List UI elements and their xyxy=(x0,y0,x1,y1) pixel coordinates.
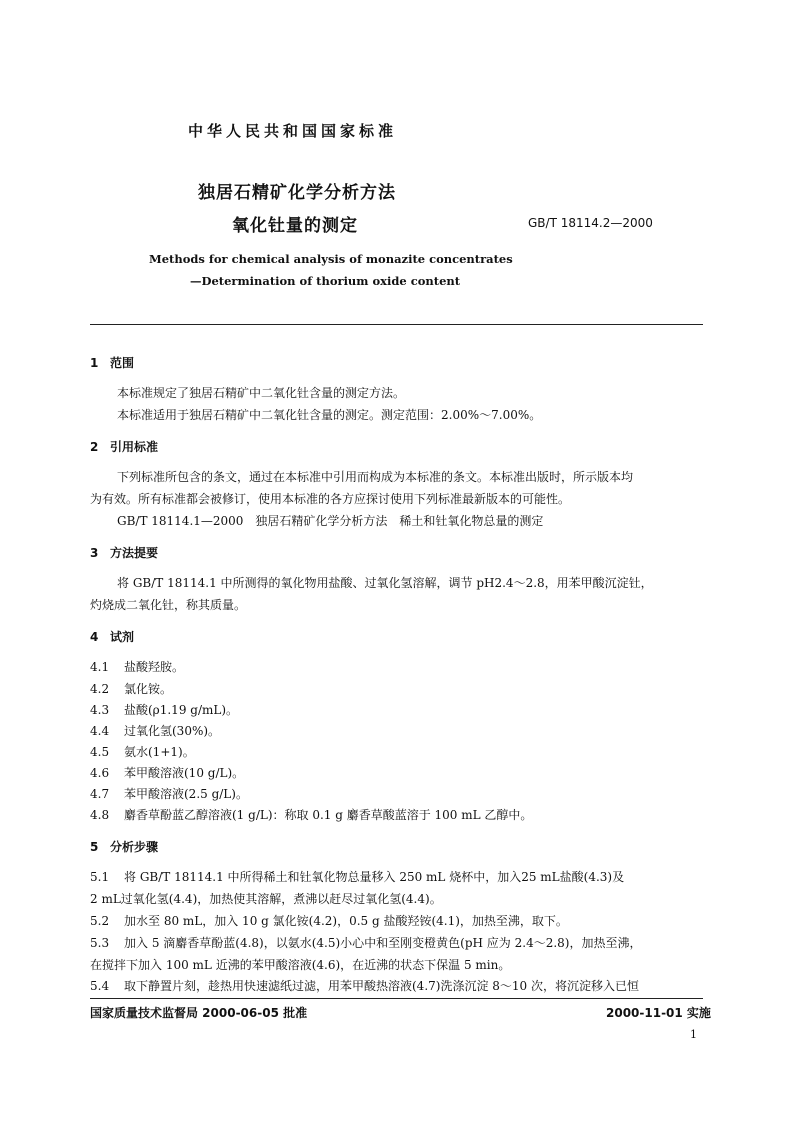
item-number: 4.1 xyxy=(90,660,110,674)
item-text: 盐酸(ρ1.19 g/mL)。 xyxy=(124,703,239,717)
item-text: 过氧化氢(30%)。 xyxy=(124,724,221,738)
step-text: 将 GB/T 18114.1 中所得稀土和钍氧化物总量移入 250 mL 烧杯中，加入25 mL盐酸(4.3)及 xyxy=(124,870,625,884)
section-heading-references xyxy=(90,438,158,455)
section-heading-reagents xyxy=(90,628,134,645)
step-continuation: 2 mL过氧化氢(4.4)，加热使其溶解，煮沸以赶尽过氧化氢(4.4)。 xyxy=(90,892,442,906)
approval-line: 国家质量技术监督局 2000-06-05 批准 xyxy=(90,1006,308,1020)
section-number: 3 xyxy=(90,546,99,560)
paragraph: 本标准规定了独居石精矿中二氧化钍含量的测定方法。 xyxy=(117,386,406,400)
section-title: 范围 xyxy=(110,356,135,370)
english-title-line2: —Determination of thorium oxide content xyxy=(190,274,461,288)
reagent-item xyxy=(90,785,248,802)
item-text: 氨水(1+1)。 xyxy=(124,745,195,759)
effective-date: 2000-11-01 实施 xyxy=(606,1006,711,1020)
paragraph: 将 GB/T 18114.1 中所测得的氧化物用盐酸、过氧化氢溶解，调节 pH2.4～2.8，用苯甲酸沉淀钍， xyxy=(117,576,653,590)
reagent-item xyxy=(90,806,532,823)
header-divider xyxy=(90,324,703,325)
page-number: 1 xyxy=(690,1028,697,1041)
section-heading-scope xyxy=(90,354,134,371)
section-heading-principle xyxy=(90,544,158,561)
reagent-item xyxy=(90,764,244,781)
step-continuation: 在搅拌下加入 100 mL 近沸的苯甲酸溶液(4.6)，在近沸的状态下保温 5 min。 xyxy=(90,958,511,972)
national-standard-heading: 中华人民共和国国家标准 xyxy=(188,122,398,140)
section-number: 5 xyxy=(90,840,99,854)
english-title-line1: Methods for chemical analysis of monazite concentrates xyxy=(149,252,513,266)
paragraph: 本标准适用于独居石精矿中二氧化钍含量的测定。测定范围：2.00%～7.00%。 xyxy=(117,408,542,422)
footer-divider xyxy=(90,998,703,999)
item-number: 4.8 xyxy=(90,808,110,822)
section-title: 试剂 xyxy=(110,630,135,644)
item-text: 苯甲酸溶液(2.5 g/L)。 xyxy=(124,787,248,801)
item-number: 4.4 xyxy=(90,724,110,738)
step-text: 加入 5 滴麝香草酚蓝(4.8)，以氨水(4.5)小心中和至刚变橙黄色(pH 应为 2.4～2.8)，加热至沸， xyxy=(124,936,642,950)
document-title-line1: 独居石精矿化学分析方法 xyxy=(198,183,396,203)
reagent-item xyxy=(90,701,238,718)
standard-number: GB/T 18114.2—2000 xyxy=(528,216,653,230)
document-title-line2: 氧化钍量的测定 xyxy=(232,216,358,236)
paragraph-continuation: 为有效。所有标准都会被修订，使用本标准的各方应探讨使用下列标准最新版本的可能性。 xyxy=(90,492,571,506)
item-number: 4.5 xyxy=(90,745,110,759)
paragraph: 下列标准所包含的条文，通过在本标准中引用而构成为本标准的条文。本标准出版时，所示版本均 xyxy=(117,470,634,484)
procedure-step xyxy=(90,868,624,885)
section-heading-procedure xyxy=(90,838,158,855)
reagent-item xyxy=(90,743,195,760)
step-number: 5.2 xyxy=(90,914,110,928)
step-number: 5.3 xyxy=(90,936,110,950)
procedure-step xyxy=(90,977,639,994)
step-text: 取下静置片刻，趁热用快速滤纸过滤，用苯甲酸热溶液(4.7)洗涤沉淀 8～10 次，将沉淀移入已恒 xyxy=(124,979,639,993)
item-number: 4.7 xyxy=(90,787,110,801)
item-text: 苯甲酸溶液(10 g/L)。 xyxy=(124,766,245,780)
section-number: 2 xyxy=(90,440,99,454)
item-text: 氯化铵。 xyxy=(124,682,173,696)
item-text: 盐酸羟胺。 xyxy=(124,660,185,674)
item-number: 4.3 xyxy=(90,703,110,717)
section-title: 分析步骤 xyxy=(110,840,159,854)
section-number: 1 xyxy=(90,356,99,370)
section-number: 4 xyxy=(90,630,99,644)
reagent-item xyxy=(90,722,220,739)
procedure-step xyxy=(90,934,641,951)
step-text: 加水至 80 mL，加入 10 g 氯化铵(4.2)，0.5 g 盐酸羟铵(4.1)，加热至沸，取下。 xyxy=(124,914,568,928)
reagent-item xyxy=(90,658,184,675)
section-title: 方法提要 xyxy=(110,546,159,560)
procedure-step xyxy=(90,912,568,929)
referenced-standard: GB/T 18114.1—2000 独居石精矿化学分析方法 稀土和钍氧化物总量的测定 xyxy=(117,514,544,528)
step-number: 5.4 xyxy=(90,979,110,993)
section-title: 引用标准 xyxy=(110,440,159,454)
reagent-item xyxy=(90,680,172,697)
item-text: 麝香草酚蓝乙醇溶液(1 g/L)：称取 0.1 g 麝香草酸蓝溶于 100 mL 乙醇中。 xyxy=(124,808,533,822)
item-number: 4.6 xyxy=(90,766,110,780)
step-number: 5.1 xyxy=(90,870,110,884)
paragraph-continuation: 灼烧成二氧化钍，称其质量。 xyxy=(90,598,247,612)
item-number: 4.2 xyxy=(90,682,110,696)
